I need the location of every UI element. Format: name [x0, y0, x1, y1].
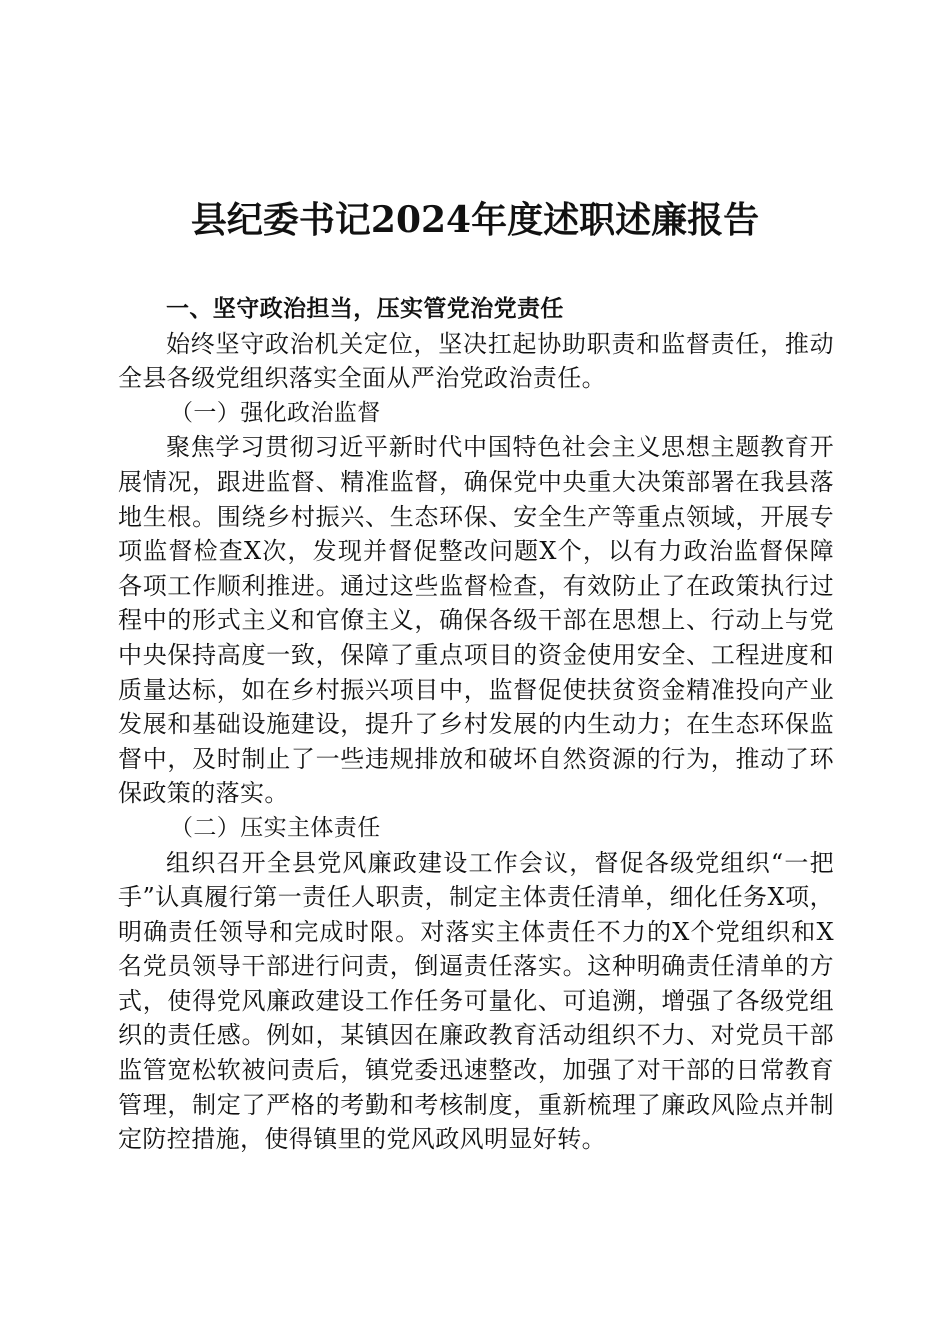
subsection-paragraph-2: 组织召开全县党风廉政建设工作会议，督促各级党组织“一把手”认真履行第一责任人职责，制定主体责任清单，细化任务X项，明确责任领导和完成时限。对落实主体责任不力的X个党组织和X名党员领导干部进行问责，倒逼责任落实。这种明确责任清单的方式，使得党风廉政建设工作任务可量化、可追溯，增强了各级党组织的责任感。例如，某镇因在廉政教育活动组织不力、对党员干部监管宽松软被问责后，镇党委迅速整改，加强了对干部的日常教育管理，制定了严格的考勤和考核制度，重新梳理了廉政风险点并制定防控措施，使得镇里的党风政风明显好转。: [118, 848, 834, 1154]
subsection-heading-1: （一）强化政治监督: [170, 399, 381, 426]
section-heading: 一、坚守政治担当，压实管党治党责任: [166, 296, 564, 322]
subsection-heading-2: （二）压实主体责任: [170, 814, 381, 841]
subsection-paragraph-1: 聚焦学习贯彻习近平新时代中国特色社会主义思想主题教育开展情况，跟进监督、精准监督，确保党中央重大决策部署在我县落地生根。围绕乡村振兴、生态环保、安全生产等重点领域，开展专项监督检查X次，发现并督促整改问题X个，以有力政治监督保障各项工作顺利推进。通过这些监督检查，有效防止了在政策执行过程中的形式主义和官僚主义，确保各级干部在思想上、行动上与党中央保持高度一致，保障了重点项目的资金使用安全、工程进度和质量达标，如在乡村振兴项目中，监督促使扶贫资金精准投向产业发展和基础设施建设，提升了乡村发展的内生动力；在生态环保监督中，及时制止了一些违规排放和破坏自然资源的行为，推动了环保政策的落实。: [118, 433, 834, 808]
document-body: [118, 292, 834, 1157]
section-intro-paragraph: 始终坚守政治机关定位，坚决扛起协助职责和监督责任，推动全县各级党组织落实全面从严治党政治责任。: [118, 329, 834, 393]
document-title: 县纪委书记2024年度述职述廉报告: [190, 199, 760, 241]
